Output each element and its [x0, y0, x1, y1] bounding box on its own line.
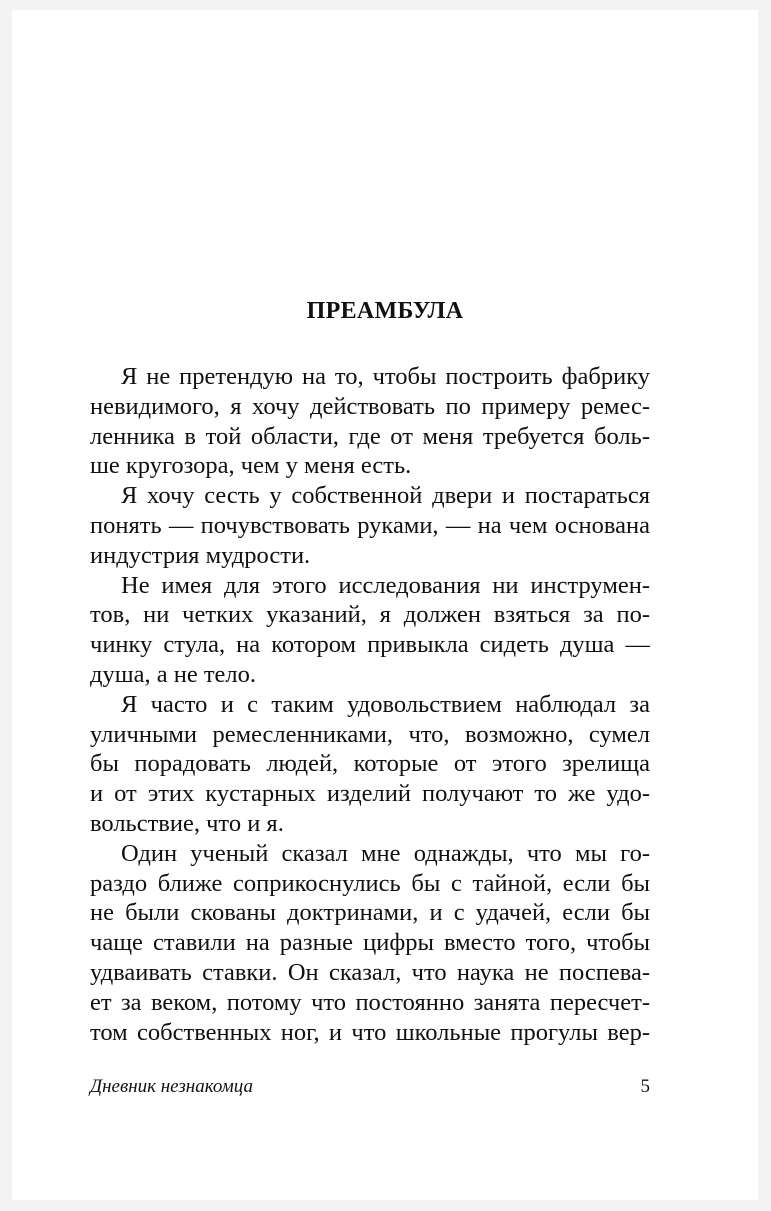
- book-page: [12, 10, 758, 1200]
- paragraph-line: том собственных ног, и что школьные прогулы вер-: [90, 1018, 650, 1046]
- paragraph-line: чинку стула, на котором привыкла сидеть душа —: [90, 631, 650, 659]
- paragraph-line: бы порадовать людей, которые от этого зрелища: [90, 750, 650, 778]
- paragraph-line: индустрия мудрости.: [90, 541, 311, 569]
- paragraph-line: удваивать ставки. Он сказал, что наука не поспева-: [90, 958, 650, 986]
- paragraph-line: ше кругозора, чем у меня есть.: [90, 452, 412, 480]
- paragraph-line: Я хочу сесть у собственной двери и постараться: [121, 482, 650, 510]
- paragraph-line: ленника в той области, где от меня требуется боль-: [90, 422, 650, 450]
- paragraph-line: душа, а не тело.: [90, 660, 256, 688]
- paragraph-line: невидимого, я хочу действовать по примеру ремес-: [90, 392, 650, 420]
- body-text: [90, 362, 650, 1047]
- page-number: 5: [640, 1076, 650, 1097]
- paragraph-line: раздо ближе соприкоснулись бы с тайной, если бы: [90, 869, 650, 897]
- paragraph-line: уличными ремесленниками, что, возможно, сумел: [90, 720, 650, 748]
- paragraph-line: понять — почувствовать руками, — на чем основана: [90, 511, 650, 539]
- paragraph-line: Я не претендую на то, чтобы построить фабрику: [121, 363, 650, 390]
- paragraph-line: Один ученый сказал мне однажды, что мы го-: [121, 839, 650, 867]
- chapter-heading: ПРЕАМБУЛА: [306, 298, 464, 324]
- paragraph-line: Я часто и с таким удовольствием наблюдал за: [121, 690, 650, 718]
- paragraph-line: тов, ни четких указаний, я должен взяться за по-: [90, 601, 650, 629]
- paragraph-line: вольствие, что и я.: [90, 809, 284, 837]
- paragraph-line: Не имея для этого исследования ни инструмен-: [121, 571, 650, 599]
- paragraph-line: и от этих кустарных изделий получают то же удо-: [90, 780, 650, 808]
- paragraph-line: ет за веком, потому что постоянно занята пересчет-: [90, 988, 650, 1016]
- running-footer-title: Дневник незнакомца: [90, 1076, 254, 1097]
- paragraph-line: не были скованы доктринами, и с удачей, если бы: [90, 899, 650, 927]
- paragraph-line: чаще ставили на разные цифры вместо того, чтобы: [90, 929, 650, 957]
